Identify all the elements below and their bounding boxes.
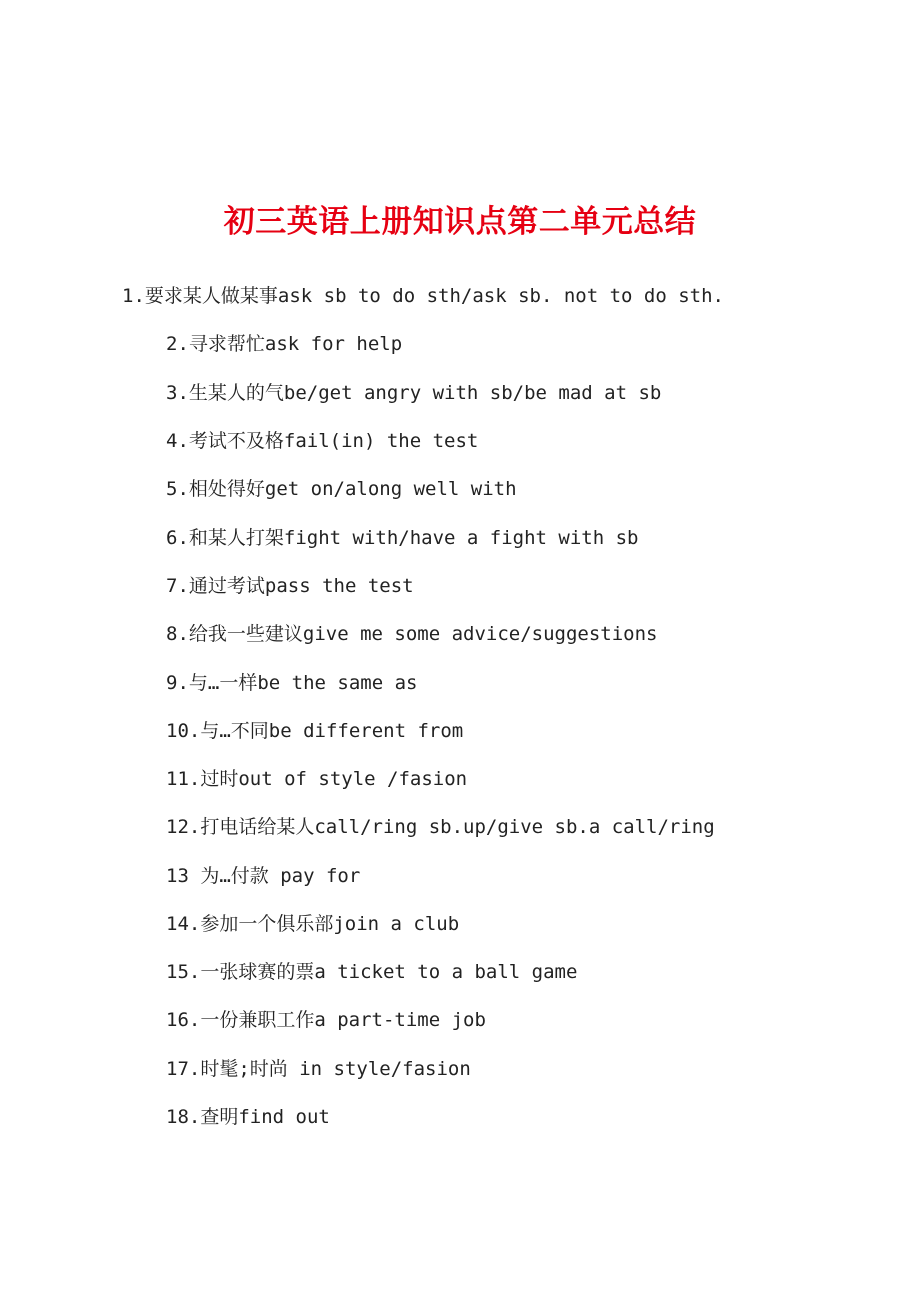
list-item: 1.要求某人做某事ask sb to do sth/ask sb. not to do sth. bbox=[122, 285, 724, 307]
list-item: 3.生某人的气be/get angry with sb/be mad at sb bbox=[166, 382, 662, 404]
list-item: 14.参加一个俱乐部join a club bbox=[166, 913, 460, 935]
list-item: 6.和某人打架fight with/have a fight with sb bbox=[166, 527, 639, 549]
list-item: 17.时髦;时尚 in style/fasion bbox=[166, 1058, 471, 1080]
list-item: 10.与…不同be different from bbox=[166, 720, 464, 742]
list-item: 16.一份兼职工作a part-time job bbox=[166, 1009, 486, 1031]
list-item: 18.查明find out bbox=[166, 1106, 330, 1128]
list-item: 8.给我一些建议give me some advice/suggestions bbox=[166, 623, 658, 645]
list-item: 5.相处得好get on/along well with bbox=[166, 478, 517, 500]
page-title: 初三英语上册知识点第二单元总结 bbox=[223, 204, 697, 240]
list-item: 13 为…付款 pay for bbox=[166, 865, 361, 887]
list-item: 11.过时out of style /fasion bbox=[166, 768, 468, 790]
list-item: 9.与…一样be the same as bbox=[166, 672, 418, 694]
list-item: 15.一张球赛的票a ticket to a ball game bbox=[166, 961, 578, 983]
list-item: 4.考试不及格fail(in) the test bbox=[166, 430, 479, 452]
list-item: 2.寻求帮忙ask for help bbox=[166, 333, 403, 355]
list-item: 7.通过考试pass the test bbox=[166, 575, 414, 597]
list-item: 12.打电话给某人call/ring sb.up/give sb.a call/ring bbox=[166, 816, 715, 838]
